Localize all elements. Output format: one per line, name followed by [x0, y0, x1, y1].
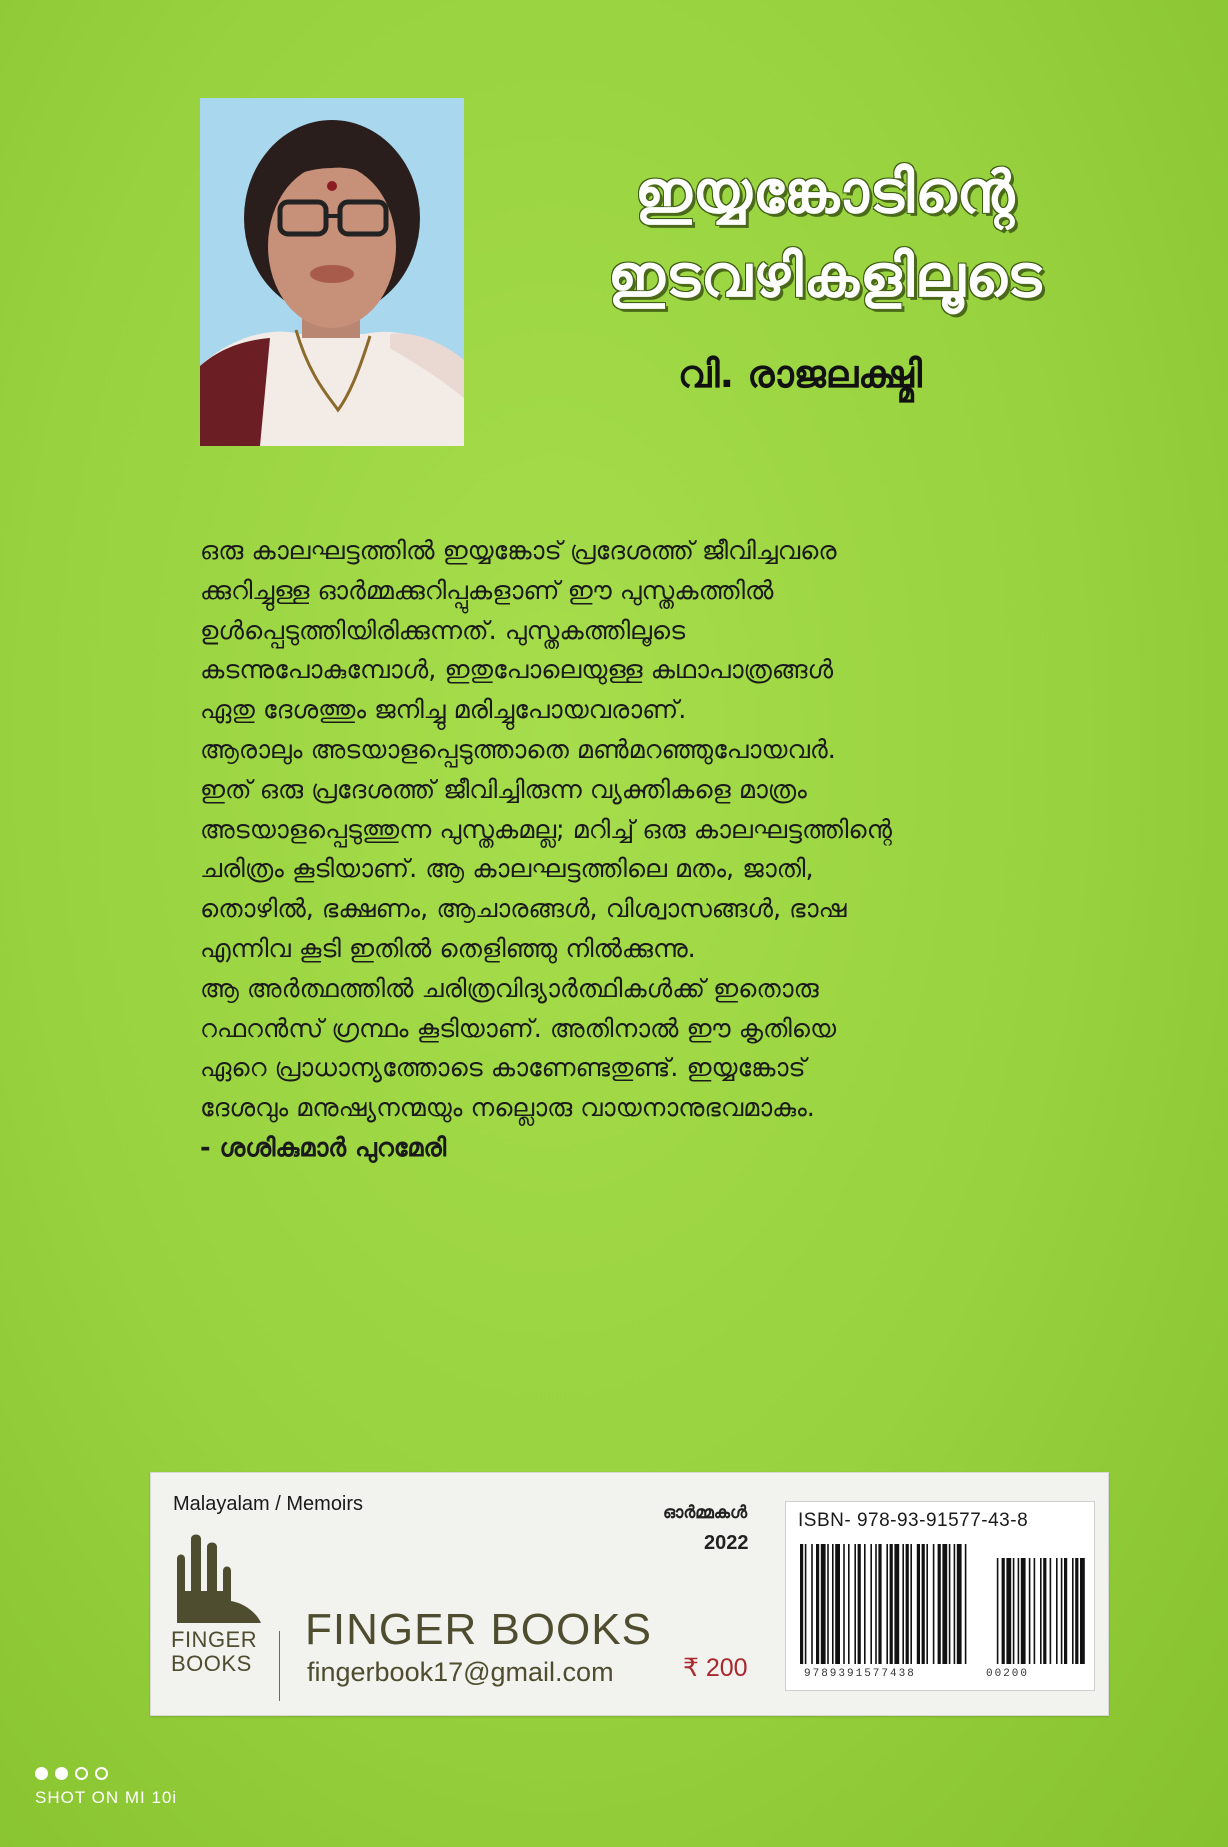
- barcode-bar: [886, 1544, 888, 1664]
- blurb-line: ഏതു ദേശത്തും ജനിച്ചു മരിച്ചുപോയവരാണ്.: [200, 695, 687, 726]
- title-line-2: ഇടവഴികളിലൂടെ: [607, 242, 1043, 310]
- barcode-bar: [864, 1544, 866, 1664]
- barcode-bar: [800, 1544, 803, 1664]
- blurb-line: ആ അർത്ഥത്തിൽ ചരിത്രവിദ്യാർത്ഥികൾക്ക് ഇതൊരു: [200, 973, 819, 1004]
- author-name: വി. രാജലക്ഷ്മി: [678, 352, 922, 396]
- barcode-bar: [1080, 1558, 1085, 1664]
- barcode-bar: [878, 1544, 881, 1664]
- barcode-bar: [835, 1544, 840, 1664]
- logo-line-2: BOOKS: [171, 1651, 252, 1676]
- barcode-bar: [1075, 1558, 1078, 1664]
- barcode-bar: [954, 1544, 956, 1664]
- price-code-digits: 00200: [986, 1668, 1030, 1680]
- watermark-text: SHOT ON MI 10i: [35, 1788, 178, 1807]
- publisher-email: fingerbook17@gmail.com: [307, 1657, 614, 1687]
- barcode-bar: [949, 1544, 951, 1664]
- watermark-dot: [55, 1767, 68, 1780]
- genre-label: Malayalam / Memoirs: [173, 1493, 364, 1515]
- barcode-bar: [1061, 1558, 1063, 1664]
- barcode-bar: [821, 1544, 826, 1664]
- author-photo: [200, 98, 464, 446]
- barcode-bar: [875, 1544, 877, 1664]
- camera-watermark: [35, 1767, 177, 1808]
- barcode-bar: [957, 1544, 962, 1664]
- publisher-name: FINGER BOOKS: [305, 1605, 652, 1654]
- barcode-bar: [1002, 1558, 1005, 1664]
- barcode-bar: [1050, 1558, 1052, 1664]
- blurb-line: ഏറെ പ്രാധാന്യത്തോടെ കാണേണ്ടതുണ്ട്. ഇയ്യങ്കോട്: [200, 1053, 806, 1084]
- blurb-line: ഒരു കാലഘട്ടത്തിൽ ഇയ്യങ്കോട് പ്രദേശത്ത് ജീവിച്ചവരെ: [200, 536, 837, 566]
- price-label: ₹ 200: [683, 1654, 748, 1682]
- barcode-bar: [997, 1558, 999, 1664]
- blurb-line: ചരിത്രം കൂടിയാണ്. ആ കാലഘട്ടത്തിലെ മതം, ജാതി,: [200, 854, 814, 885]
- logo-wordmark: [171, 1628, 257, 1676]
- publication-year: 2022: [704, 1532, 749, 1554]
- barcode-bar: [906, 1544, 909, 1664]
- barcode-bar: [854, 1544, 856, 1664]
- barcode-bar: [894, 1544, 899, 1664]
- watermark-dots: [35, 1767, 177, 1780]
- barcode-bar: [917, 1544, 920, 1664]
- barcode-bar: [816, 1544, 819, 1664]
- blurb-line: ഇത് ഒരു പ്രദേശത്ത് ജീവിച്ചിരുന്ന വ്യക്തികളെ മാത്രം: [200, 774, 807, 805]
- barcode-bar: [858, 1544, 861, 1664]
- blurb-signature: - ശശികുമാർ പുറമേരി: [200, 1132, 447, 1163]
- barcode-bar: [811, 1544, 813, 1664]
- blurb-line: ആരാലും അടയാളപ്പെടുത്താതെ മൺമറഞ്ഞുപോയവർ.: [200, 734, 836, 765]
- book-title: [545, 150, 1105, 318]
- barcode-bar: [1043, 1558, 1046, 1664]
- barcode-bar: [910, 1544, 912, 1664]
- blurb-line: അടയാളപ്പെടുത്തുന്ന പുസ്തകമല്ല; മറിച്ച് ഒരു കാലഘട്ടത്തിന്റെ: [200, 814, 892, 845]
- barcode-bar: [1021, 1558, 1026, 1664]
- blurb-line: കടന്നുപോകുമ്പോൾ, ഇതുപോലെയുള്ള കഥാപാത്രങ്ങൾ: [200, 655, 834, 686]
- blurb-line: ദേശവും മനുഷ്യനന്മയും നല്ലൊരു വായനാനുഭവമാകും.: [200, 1093, 815, 1124]
- barcode-bar: [890, 1544, 893, 1664]
- isbn-number: ISBN- 978-93-91577-43-8: [798, 1510, 1029, 1531]
- barcode-bar: [942, 1544, 947, 1664]
- isbn-barcode-box: [785, 1501, 1095, 1691]
- blurb-line: എന്നിവ കൂടി ഇതിൽ തെളിഞ്ഞു നിൽക്കുന്നു.: [200, 933, 696, 964]
- barcode-bar: [1006, 1558, 1011, 1664]
- barcode-bar: [926, 1544, 928, 1664]
- barcode-bar: [827, 1544, 829, 1664]
- barcode-bar: [1056, 1558, 1058, 1664]
- watermark-dot: [35, 1767, 48, 1780]
- author-portrait-image: [200, 98, 464, 446]
- logo-divider: [279, 1631, 280, 1701]
- barcode-bar: [832, 1544, 834, 1664]
- barcode-bar: [902, 1544, 904, 1664]
- barcode-bar: [933, 1544, 935, 1664]
- blurb-line: തൊഴിൽ, ഭക്ഷണം, ആചാരങ്ങൾ, വിശ്വാസങ്ങൾ, ഭാഷ: [200, 894, 847, 925]
- title-line-1: ഇയ്യങ്കോടിന്റെ: [634, 158, 1016, 226]
- barcode-bar: [922, 1544, 925, 1664]
- watermark-dot: [75, 1767, 88, 1780]
- barcode-bar: [965, 1544, 967, 1664]
- barcode-bar: [1064, 1558, 1067, 1664]
- barcode-bar: [848, 1544, 850, 1664]
- barcode-bar: [1029, 1558, 1031, 1664]
- barcode-bar: [1040, 1558, 1042, 1664]
- publisher-panel: [150, 1472, 1109, 1716]
- category-label: ഓർമ്മകൾ: [663, 1503, 748, 1523]
- barcode-bar: [1018, 1558, 1020, 1664]
- barcode-bar: [870, 1544, 872, 1664]
- watermark-dot: [95, 1767, 108, 1780]
- finger-books-logo-icon: [169, 1531, 265, 1625]
- barcode-bar: [1034, 1558, 1036, 1664]
- barcode-bar: [843, 1544, 845, 1664]
- blurb-line: ഉൾപ്പെടുത്തിയിരിക്കുന്നത്. പുസ്തകത്തിലൂടെ: [200, 615, 686, 646]
- barcode-bar: [1013, 1558, 1015, 1664]
- barcode-digits: 9789391577438: [804, 1668, 916, 1680]
- blurb-text: [200, 532, 1090, 1169]
- barcode-bar: [805, 1544, 807, 1664]
- barcode-bar: [1072, 1558, 1074, 1664]
- blurb-line: റഫറൻസ് ഗ്രന്ഥം കൂടിയാണ്. അതിനാൽ ഈ കൃതിയെ: [200, 1013, 837, 1044]
- barcode-bar: [938, 1544, 941, 1664]
- barcode-image: [796, 1542, 1086, 1672]
- logo-line-1: FINGER: [171, 1627, 258, 1652]
- blurb-line: ക്കുറിച്ചുള്ള ഓർമ്മക്കുറിപ്പുകളാണ് ഈ പുസ്തകത്തിൽ: [200, 575, 774, 606]
